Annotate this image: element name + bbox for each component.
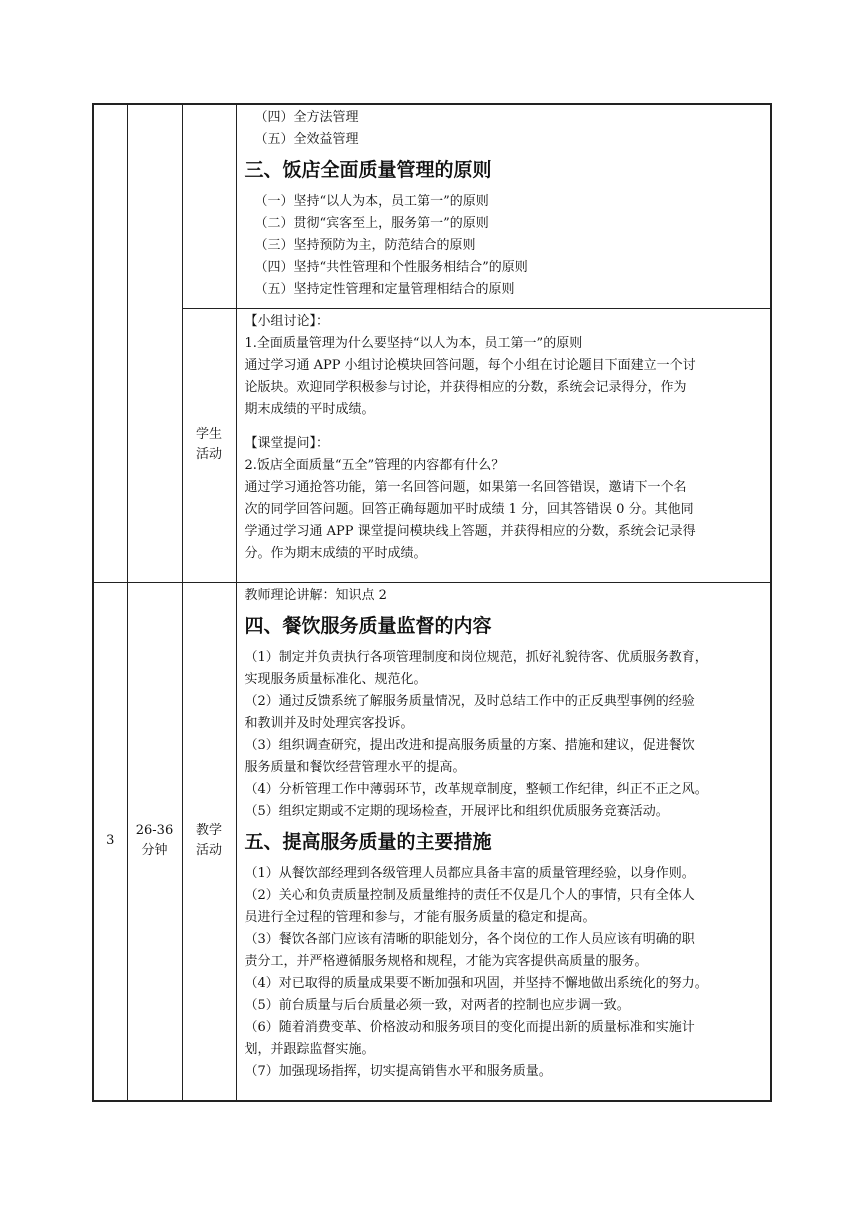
paragraph-line: 划，并跟踪监督实施。 (244, 1041, 375, 1057)
section-heading: 五、提高服务质量的主要措施 (244, 830, 492, 853)
paragraph-line: （7）加强现场指挥，切实提高销售水平和服务质量。 (244, 1063, 552, 1079)
section-heading: 三、饭店全面质量管理的原则 (244, 159, 492, 181)
paragraph-line: （2）关心和负责质量控制及质量维持的责任不仅是几个人的事情，只有全体人 (244, 887, 695, 903)
question-title: 【课堂提问】： (244, 435, 330, 451)
time-label: 分钟 (141, 843, 168, 859)
paragraph-line: 期末成绩的平时成绩。 (244, 401, 375, 417)
number-cell (93, 104, 127, 582)
paragraph-line: （1）制定并负责执行各项管理制度和岗位规范，抓好礼貌待客、优质服务教育， (244, 649, 708, 665)
spacer (245, 421, 765, 433)
list-item: （三）坚持预防为主，防范结合的原则 (254, 238, 476, 253)
time-cell (127, 582, 182, 1101)
paragraph-line: 实现服务质量标准化、规范化。 (244, 671, 427, 687)
paragraph-line: 通过学习通抢答功能，第一名回答问题，如果第一名回答错误，邀请下一个名 (244, 479, 687, 495)
table-row (93, 104, 771, 308)
content-cell (236, 308, 771, 582)
time-cell (127, 104, 182, 582)
list-item: （五）全效益管理 (254, 132, 359, 147)
paragraph-line: 学通过学习通 APP 课堂提问模块线上答题，并获得相应的分数，系统会记录得 (244, 523, 696, 539)
list-item: （五）坚持定性管理和定量管理相结合的原则 (254, 282, 515, 297)
table-row (93, 308, 771, 582)
paragraph-line: 次的同学回答问题。回答正确每题加平时成绩 1 分，回其答错误 0 分。其他同 (244, 501, 694, 517)
paragraph-line: （1）从餐饮部经理到各级管理人员都应具备丰富的质量管理经验，以身作则。 (244, 865, 695, 881)
paragraph-line: 1.全面质量管理为什么要坚持“以人为本，员工第一”的原则 (244, 335, 583, 351)
activity-label: 活动 (195, 447, 222, 462)
paragraph-line: （4）分析管理工作中薄弱环节，改革规章制度，整顿工作纪律，纠正不正之风。 (244, 781, 708, 797)
time-label: 26-36 (135, 823, 174, 839)
content-cell (236, 582, 771, 1101)
paragraph-line: （5）组织定期或不定期的现场检查，开展评比和组织优质服务竞赛活动。 (244, 803, 669, 819)
section-heading: 四、餐饮服务质量监督的内容 (244, 614, 492, 637)
activity-cell (182, 582, 236, 1101)
activity-label: 活动 (195, 843, 222, 859)
list-item: （二）贯彻“宾客至上，服务第一”的原则 (254, 216, 489, 231)
list-item: （一）坚持“以人为本，员工第一”的原则 (254, 194, 489, 209)
activity-cell (182, 308, 236, 582)
paragraph-line: （4）对已取得的质量成果要不断加强和巩固，并坚持不懈地做出系统化的努力。 (244, 975, 708, 991)
activity-cell (182, 104, 236, 308)
paragraph-line: 服务质量和餐饮经营管理水平的提高。 (244, 759, 466, 775)
lesson-plan-table (92, 103, 772, 1102)
list-item: （四）坚持“共性管理和个性服务相结合”的原则 (254, 260, 528, 275)
paragraph-line: 分。作为期末成绩的平时成绩。 (244, 545, 427, 561)
intro-line: 教师理论讲解：知识点 2 (244, 587, 387, 603)
paragraph-line: （6）随着消费变革、价格波动和服务项目的变化而提出新的质量标准和实施计 (244, 1019, 695, 1035)
paragraph-line: 通过学习通 APP 小组讨论模块回答问题，每个小组在讨论题目下面建立一个讨 (244, 357, 696, 373)
activity-label: 学生 (195, 427, 222, 442)
paragraph-line: （3）组织调查研究，提出改进和提高服务质量的方案、措施和建议，促进餐饮 (244, 737, 695, 753)
activity-label: 教学 (195, 823, 222, 839)
paragraph-line: （2）通过反馈系统了解服务质量情况，及时总结工作中的正反典型事例的经验 (244, 693, 695, 709)
discussion-title: 【小组讨论】： (244, 313, 330, 329)
number-cell (93, 582, 127, 1101)
paragraph-line: 论版块。欢迎同学积极参与讨论，并获得相应的分数，系统会记录得分，作为 (244, 379, 687, 395)
content-cell (236, 104, 771, 308)
paragraph-line: 和教训并及时处理宾客投诉。 (244, 715, 414, 731)
paragraph-line: 责分工，并严格遵循服务规格和规程，才能为宾客提供高质量的服务。 (244, 953, 648, 969)
row-number: 3 (106, 833, 115, 849)
paragraph-line: 员进行全过程的管理和参与，才能有服务质量的稳定和提高。 (244, 909, 596, 925)
paragraph-line: 2.饭店全面质量“五全”管理的内容都有什么？ (244, 457, 505, 473)
paragraph-line: （3）餐饮各部门应该有清晰的职能划分，各个岗位的工作人员应该有明确的职 (244, 931, 695, 947)
list-item: （四）全方法管理 (254, 110, 359, 125)
paragraph-line: （5）前台质量与后台质量必须一致，对两者的控制也应步调一致。 (244, 997, 630, 1013)
table-row (93, 582, 771, 1101)
